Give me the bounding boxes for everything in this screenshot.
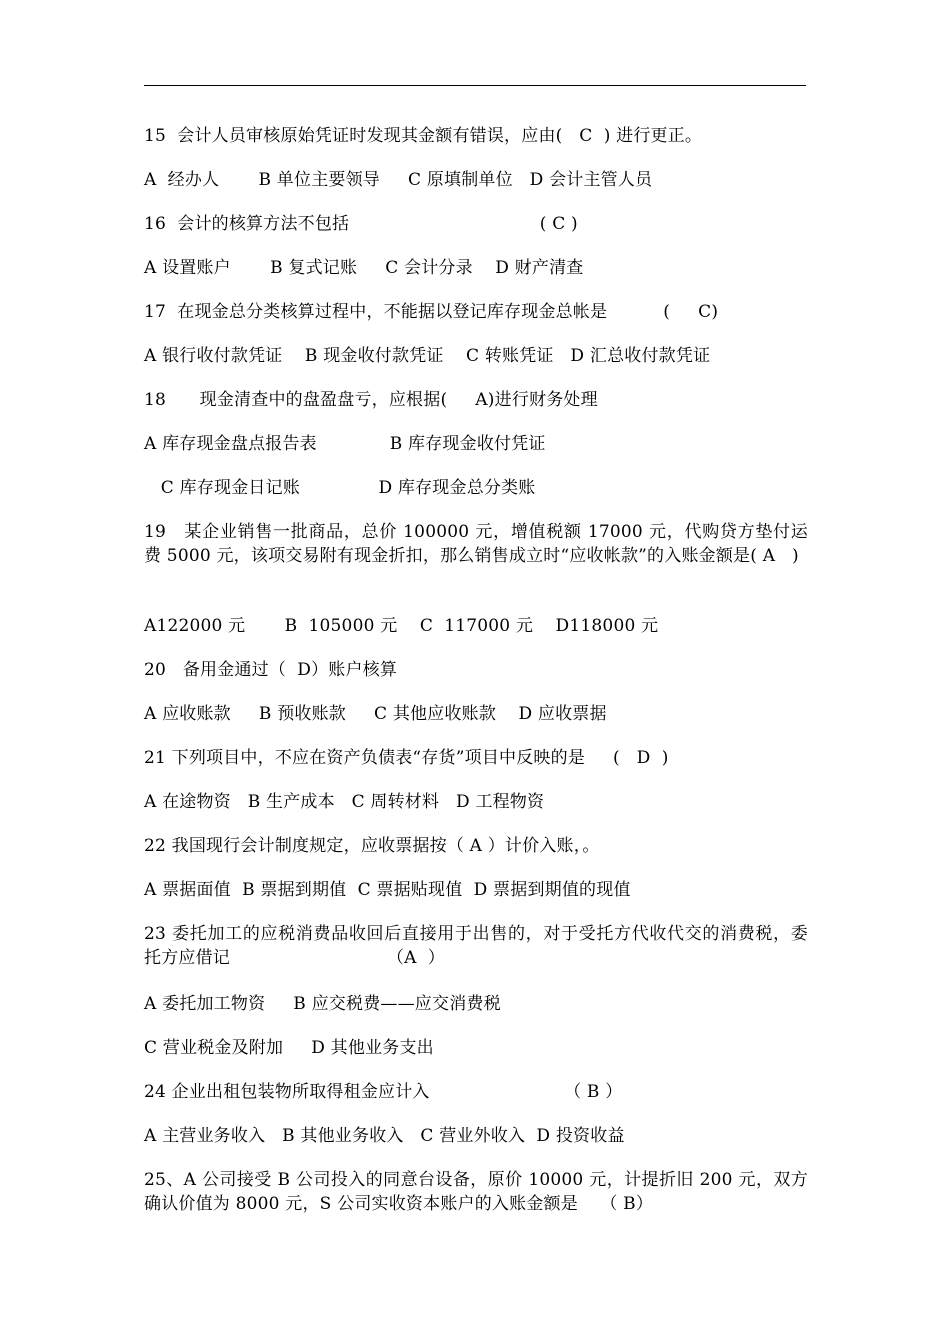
question-25: 25、A 公司接受 B 公司投入的同意台设备，原价 10000 元，计提折旧 200 元，双方确认价值为 8000 元，S 公司实收资本账户的入账金额是 （ B） <box>144 1170 808 1214</box>
options-15: A 经办人 B 单位主要领导 C 原填制单位 D 会计主管人员 <box>144 170 653 190</box>
options-18-cd: C 库存现金日记账 D 库存现金总分类账 <box>144 478 536 498</box>
options-23-cd: C 营业税金及附加 D 其他业务支出 <box>144 1038 434 1058</box>
header-rule <box>144 85 806 86</box>
question-19: 19 某企业销售一批商品，总价 100000 元，增值税额 17000 元，代购贷方垫付运费 5000 元，该项交易附有现金折扣，那么销售成立时“应收帐款”的入账金额是( A ) <box>144 522 808 566</box>
question-17: 17 在现金总分类核算过程中，不能据以登记库存现金总帐是 ( C) <box>144 302 719 322</box>
question-23: 23 委托加工的应税消费品收回后直接用于出售的，对于受托方代收代交的消费税，委托方应借记 （A ） <box>144 924 808 968</box>
options-20: A 应收账款 B 预收账款 C 其他应收账款 D 应收票据 <box>144 704 607 724</box>
question-20: 20 备用金通过（ D）账户核算 <box>144 660 398 680</box>
options-19: A122000 元 B 105000 元 C 117000 元 D118000 元 <box>144 616 659 636</box>
options-21: A 在途物资 B 生产成本 C 周转材料 D 工程物资 <box>144 792 545 812</box>
options-24: A 主营业务收入 B 其他业务收入 C 营业外收入 D 投资收益 <box>144 1126 625 1146</box>
question-22: 22 我国现行会计制度规定，应收票据按（ A ）计价入账，。 <box>144 836 600 856</box>
question-15: 15 会计人员审核原始凭证时发现其金额有错误，应由( C ) 进行更正。 <box>144 126 703 146</box>
question-24: 24 企业出租包装物所取得租金应计入 （ B ） <box>144 1082 623 1102</box>
options-16: A 设置账户 B 复式记账 C 会计分录 D 财产清查 <box>144 258 584 278</box>
options-18-ab: A 库存现金盘点报告表 B 库存现金收付凭证 <box>144 434 546 454</box>
options-22: A 票据面值 B 票据到期值 C 票据贴现值 D 票据到期值的现值 <box>144 880 631 900</box>
options-17: A 银行收付款凭证 B 现金收付款凭证 C 转账凭证 D 汇总收付款凭证 <box>144 346 711 366</box>
question-21: 21 下列项目中，不应在资产负债表“存货”项目中反映的是 ( D ) <box>144 748 669 768</box>
options-23-ab: A 委托加工物资 B 应交税费——应交消费税 <box>144 994 501 1014</box>
question-18: 18 现金清查中的盘盈盘亏，应根据( A)进行财务处理 <box>144 390 598 410</box>
question-16: 16 会计的核算方法不包括 ( C ) <box>144 214 578 234</box>
